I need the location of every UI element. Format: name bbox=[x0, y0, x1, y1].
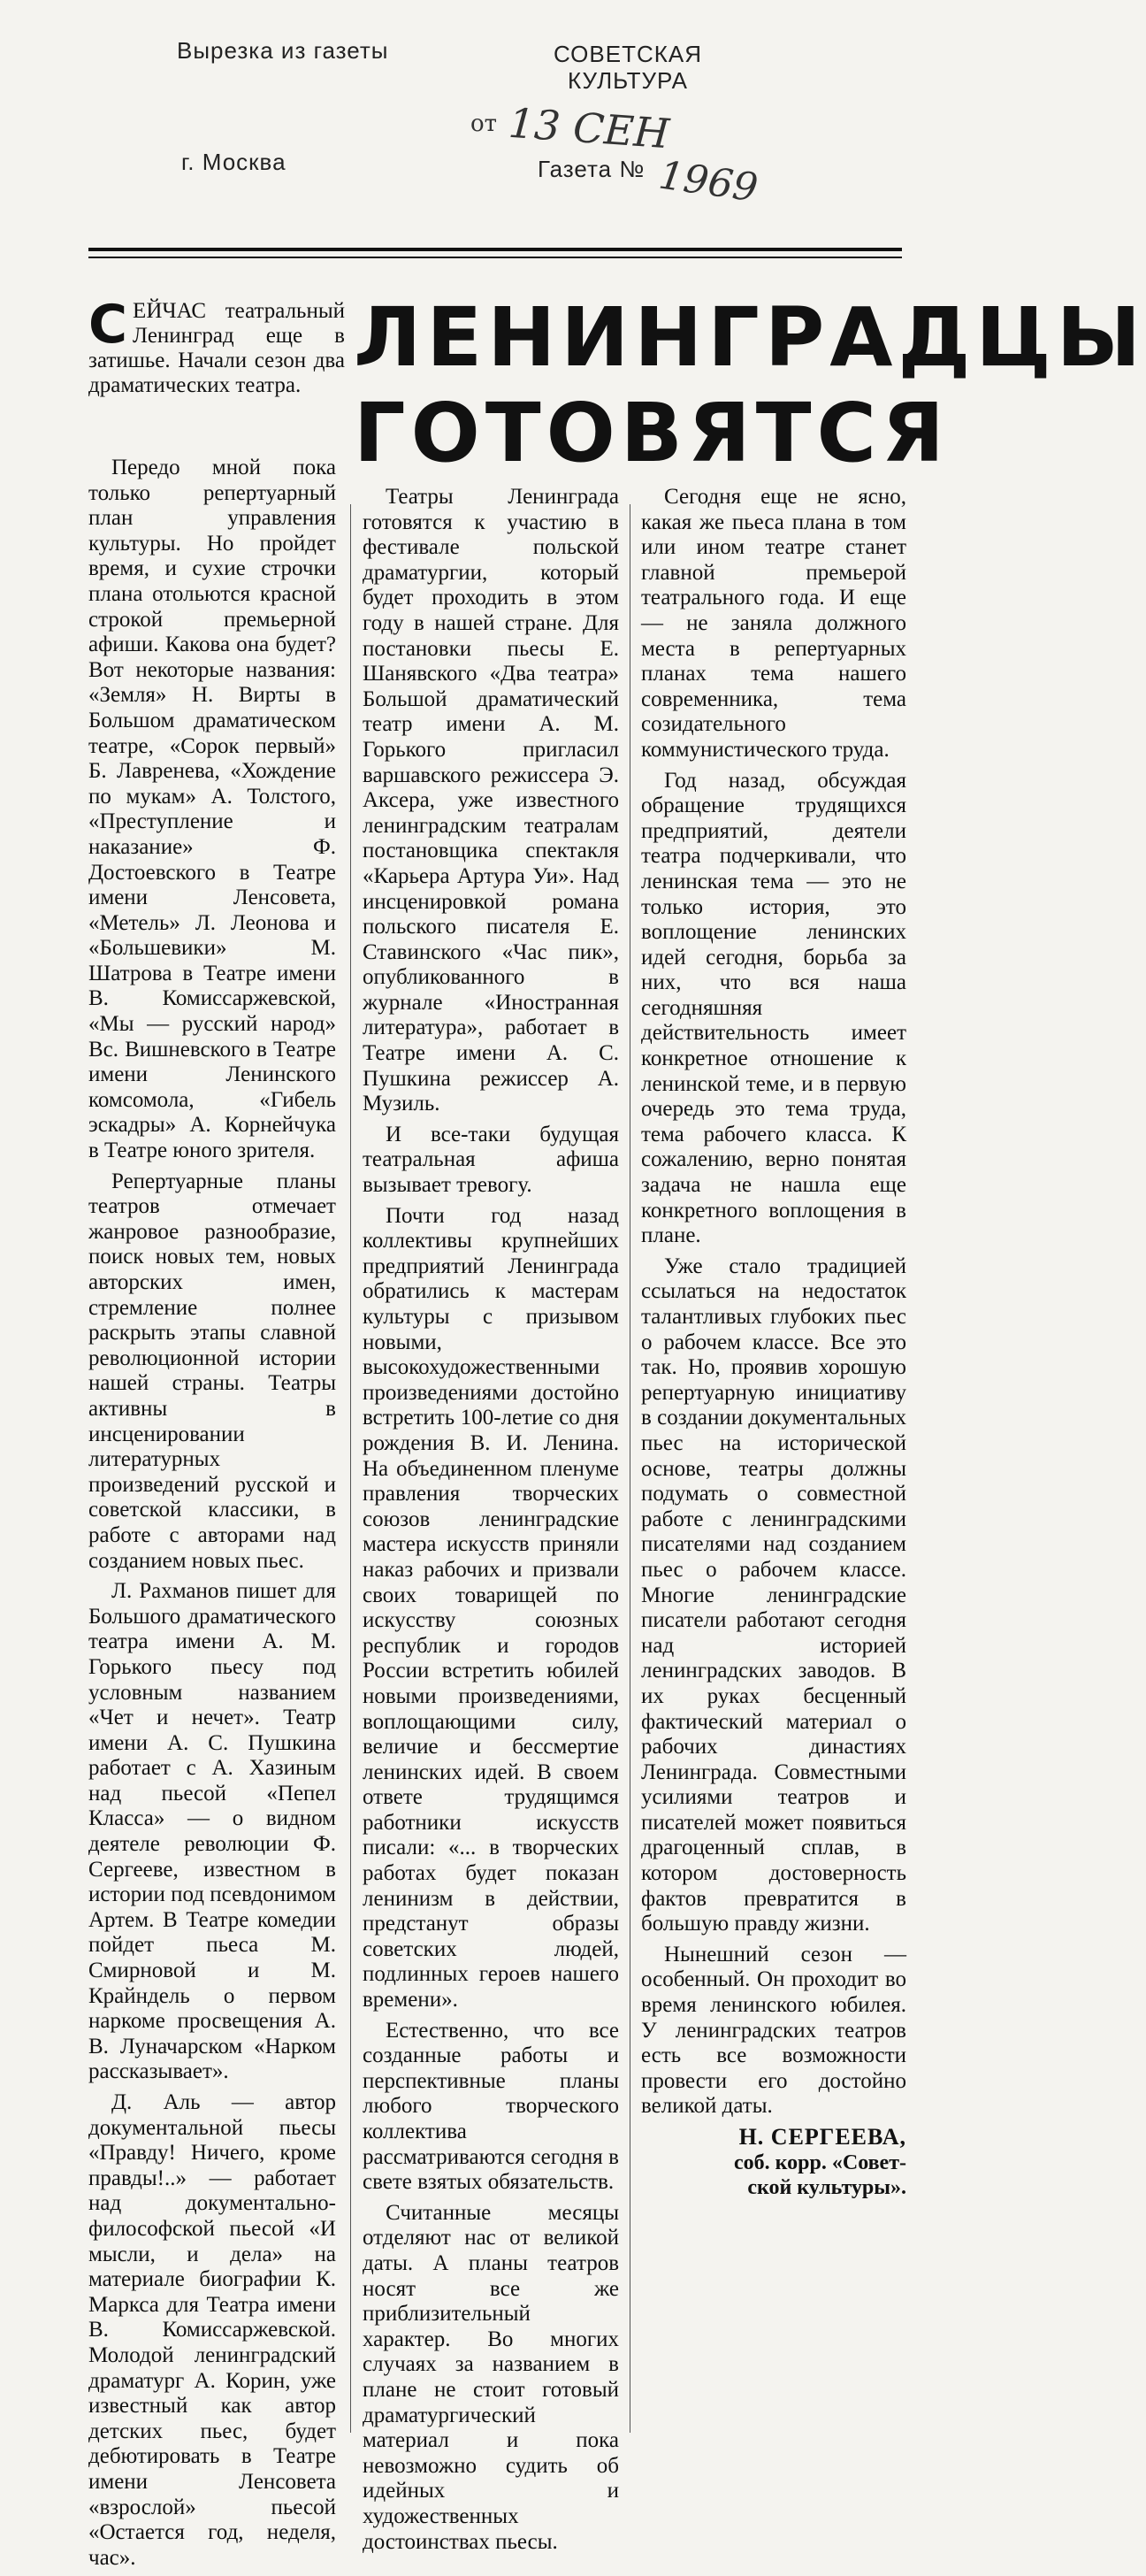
headline-line2: ГОТОВЯТСЯ bbox=[354, 386, 950, 480]
newspaper-name bbox=[539, 41, 716, 94]
drop-cap: С bbox=[88, 294, 128, 356]
headline-line1: ЛЕНИНГРАДЦЫ bbox=[354, 290, 1146, 385]
paragraph: И все-таки будущая театральная афиша вызывает тревогу. bbox=[363, 1122, 619, 1198]
paragraph: Естественно, что все созданные работы и перспективные планы любого творческого коллектива рассматриваются сегодня в свете взятых обязательств. bbox=[363, 2018, 619, 2195]
column-2 bbox=[363, 485, 619, 2560]
top-rule-thin bbox=[88, 257, 902, 258]
paragraph: Уже стало традицией ссылаться на недостаток талантливых глубоких пьес о рабочем классе. Все это так. Но, проявив хорошую репертуарную инициативу в создании документальных пьес на исторической основе, театры должны подумать о совместной работе с ленинградскими писателями над созданием пьес о рабочем классе. Многие ленинградские писатели работают сегодня над историей ленинградских заводов. В их руках бесценный фактический материал о рабочих династиях Ленинграда. Совместными усилиями театров и писателей может появиться драгоценный сплав, в котором достоверность фактов превратится в большую правду жизни. bbox=[641, 1254, 906, 1936]
top-rule-thick bbox=[88, 248, 902, 251]
paragraph: Нынешний сезон — особенный. Он проходит во время ленинского юбилея. У ленинградских театров есть все возможности провести его достойно великой даты. bbox=[641, 1942, 906, 2119]
newspaper-name-line2: КУЛЬТУРА bbox=[568, 67, 688, 94]
headline bbox=[354, 290, 1146, 481]
paragraph: Театры Ленинграда готовятся к участию в фестивале польской драматургии, который будет проходить в этом году в нашей стране. Для постановки пьесы Е. Шанявского «Два театра» Большой драматический театр имени А. М. Горького пригласил варшавского режиссера Э. Аксера, уже известного ленинградским театралам постановщика спектакля «Карьера Артура Уи». Над инсценировкой романа польского писателя Е. Ставинского «Час пик», опубликованного в журнале «Иностранная литература», работает в Театре имени А. С. Пушкина режиссер А. Музиль. bbox=[363, 485, 619, 1116]
column-1 bbox=[88, 456, 336, 2576]
date-prefix: от bbox=[470, 111, 498, 137]
date-stamp: 13 СЕН bbox=[507, 98, 671, 158]
paragraph: Передо мной пока только репертуарный план управления культуры. Но пройдет время, и сухие строчки плана отольются красной строкой премьерной афиши. Какова она будет? Вот некоторые названия: «Земля» Н. Вирты в Большом драматическом театре, «Сорок первый» Б. Лавренева, «Хождение по мукам» А. Толстого, «Преступление и наказание» Ф. Достоевского в Театре имени Ленсовета, «Метель» Л. Леонова и «Большевики» М. Шатрова в Театре имени В. Комиссаржевской, «Мы — русский народ» Вс. Вишневского в Театре имени Ленинского комсомола, «Гибель эскадры» А. Корнейчука в Театре юного зрителя. bbox=[88, 456, 336, 1163]
city: г. Москва bbox=[181, 149, 286, 175]
article bbox=[88, 265, 1146, 2570]
newspaper-name-line1: СОВЕТСКАЯ bbox=[553, 41, 703, 67]
author-role-line2: ской культуры». bbox=[747, 2175, 906, 2199]
clipping-label: Вырезка из газеты bbox=[177, 37, 389, 64]
paragraph: Сегодня еще не ясно, какая же пьеса плана в том или ином театре станет главной премьерой театрального года. И еще — не заняла должного места в репертуарных планах тема нашего современника, тема созидательного коммунистического труда. bbox=[641, 485, 906, 762]
column-divider-1 bbox=[350, 504, 351, 2433]
paragraph: Год назад, обсуждая обращение трудящихся предприятий, деятели театра подчеркивали, что ленинская тема — это не только история, это воплощение ленинских идей сегодня, борьба за них, что вся наша сегодняшняя действительность имеет конкретное отношение к ленинской теме, и в первую очередь это тема труда, тема рабочего класса. К сожалению, верно понятая задача не нашла еще конкретного воплощения в плане. bbox=[641, 768, 906, 1248]
lead-text: ЕЙЧАС театральный Ленинград еще в затишье. Начали сезон два драматических театра. bbox=[88, 299, 345, 397]
paragraph: Считанные месяцы отделяют нас от великой даты. А планы театров носят все же приблизительный характер. Во многих случаях за названием в плане не стоит готовый драматургический материал и пока невозможно судить об идейных и художественных достоинствах пьесы. bbox=[363, 2200, 619, 2554]
paragraph: Д. Аль — автор документальной пьесы «Правду! Ничего, кроме правды!..» — работает над документально-философской пьесой «И мысли, и дела» на материале биографии К. Маркса для Театра имени В. Комиссаржевской. Молодой ленинградский драматург А. Корин, уже известный как автор детских пьес, будет дебютировать в Театре имени Ленсовета «взрослой» пьесой «Остается год, неделя, час». bbox=[88, 2090, 336, 2570]
paragraph: Л. Рахманов пишет для Большого драматического театра имени А. М. Горького пьесу под условным названием «Чет и нечет». Театр имени А. С. Пушкина работает с А. Хазиным над пьесой «Пепел Класса» — о видном деятеле революции Ф. Сергееве, известном в истории под псевдонимом Артем. В Театре комедии пойдет пьеса М. Смирновой и М. Крайндель о первом наркоме просвещения А. В. Луначарском «Нарком рассказывает». bbox=[88, 1579, 336, 2084]
lead-paragraph bbox=[88, 294, 345, 398]
year-stamp: 1969 bbox=[655, 152, 760, 211]
gazette-label: Газета № bbox=[538, 156, 646, 182]
column-3 bbox=[641, 485, 906, 2200]
paragraph: Почти год назад коллективы крупнейших предприятий Ленинграда обратились к мастерам культуры с призывом новыми, высокохудожественными произведениями достойно встретить 100-летие со дня рождения В. И. Ленина. На объединенном пленуме правления творческих союзов ленинградские мастера искусств приняли наказ рабочих и призвали своих товарищей по искусству союзных республик и городов России встретить юбилей новыми произведениями, воплощающими силу, величие и бессмертие ленинских идей. В своем ответе трудящимся работники искусств писали: «... в творческих работах будет показан ленинизм в действии, предстанут образы советских людей, подлинных героев нашего времени». bbox=[363, 1203, 619, 2012]
paragraph: Репертуарные планы театров отмечает жанровое разнообразие, поиск новых тем, новых авторских имен, стремление полнее раскрыть этапы славной революционной истории нашей страны. Театры активны в инсценировании литературных произведений русской и советской классики, в работе с авторами над созданием новых пьес. bbox=[88, 1169, 336, 1573]
signature bbox=[641, 2125, 906, 2200]
author-name: Н. СЕРГЕЕВА, bbox=[738, 2124, 906, 2150]
author-role-line1: соб. корр. «Совет- bbox=[734, 2150, 906, 2174]
